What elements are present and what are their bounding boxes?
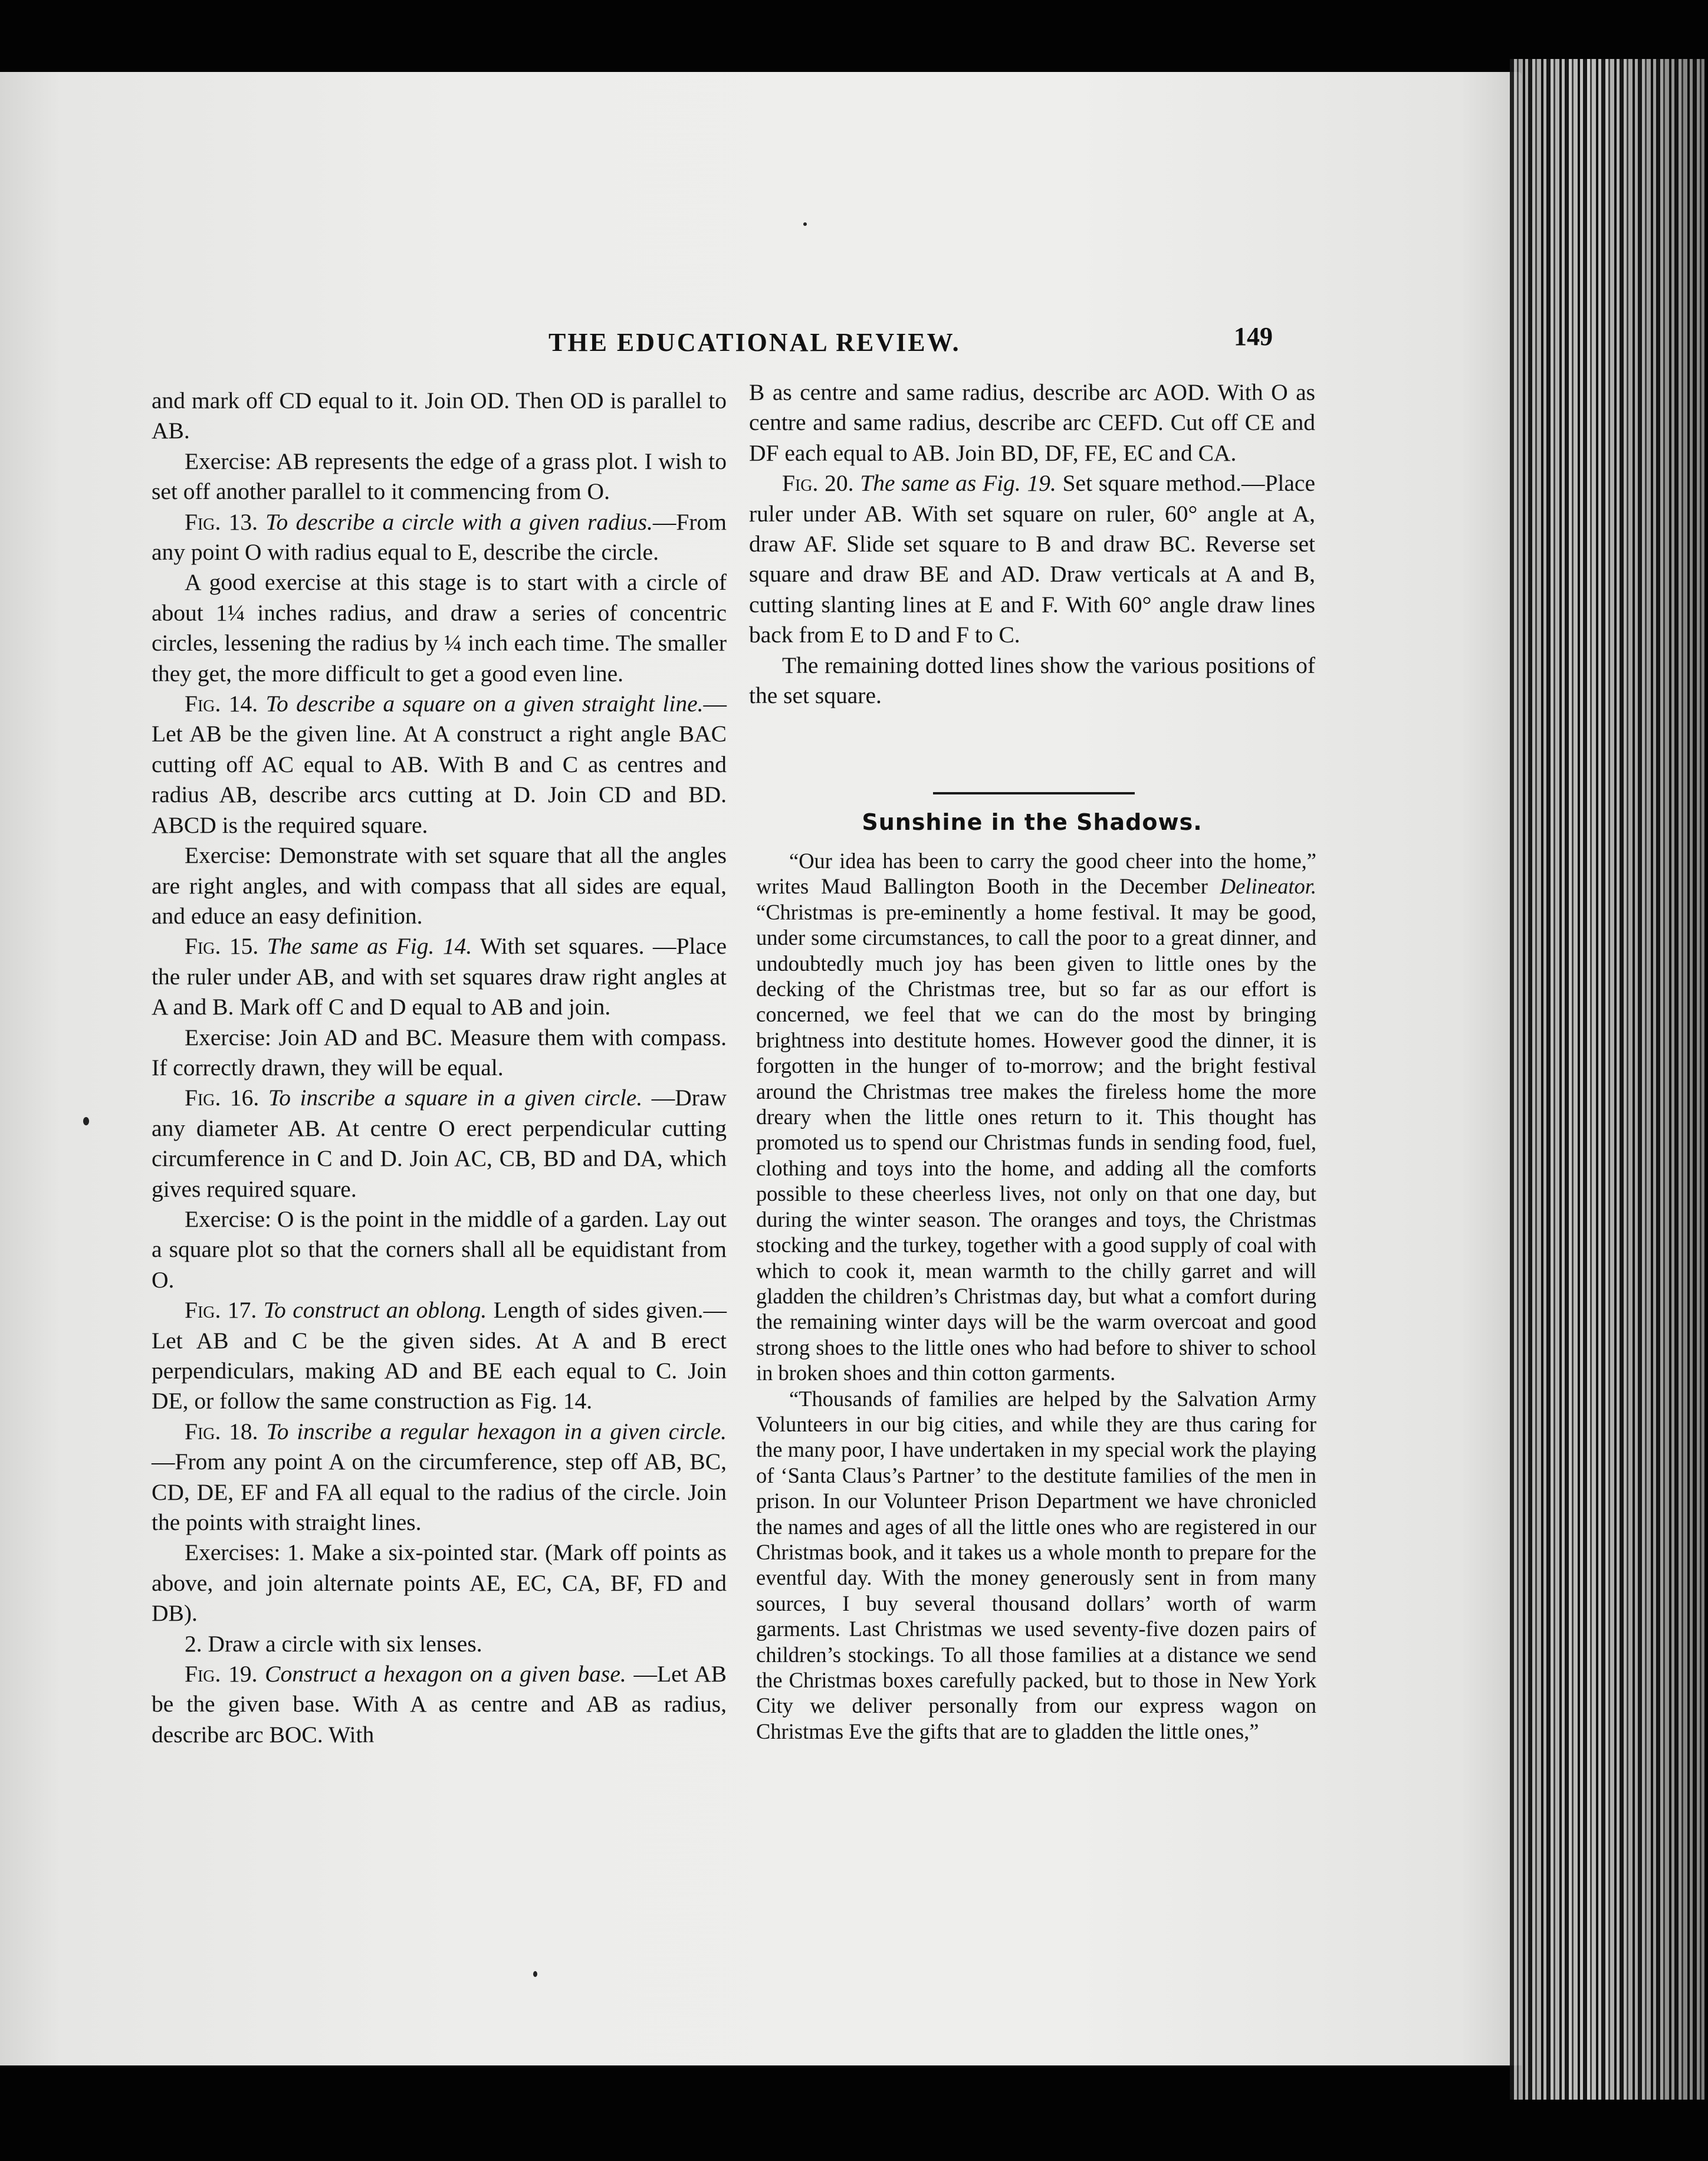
- paragraph: [749, 651, 1315, 711]
- article-title: Sunshine in the Shadows.: [862, 809, 1203, 835]
- section-divider-rule: [933, 792, 1135, 794]
- figure-heading: To inscribe a regular hexagon in a given circle.: [266, 1418, 727, 1444]
- paragraph: [152, 507, 727, 568]
- figure-label: Fig. 14.: [185, 691, 258, 717]
- figure-label: Fig. 18.: [185, 1418, 258, 1444]
- paragraph-text: Exercises: 1. Make a six-pointed star. (Mark off points as above, and join alternate points AE, EC, CA, BF, FD and DB).: [152, 1539, 727, 1627]
- scan-speck: [83, 1117, 89, 1125]
- paragraph: [152, 1629, 727, 1659]
- figure-label: Fig. 13.: [185, 508, 258, 535]
- figure-heading: To describe a square on a given straight line.: [265, 691, 704, 717]
- paragraph-text: —Let AB be the given base. With A as centre and AB as radius, describe arc BOC. With: [152, 1661, 727, 1748]
- paragraph: [152, 1204, 727, 1295]
- paragraph: [152, 840, 727, 931]
- paragraph-text: With set squares. —Place the ruler under AB, and with set squares draw right angles at A and B. Mark off C and D equal to AB and join.: [152, 933, 727, 1020]
- paragraph-text: The remaining dotted lines show the various positions of the set square.: [749, 652, 1315, 709]
- magazine-name: Delineator.: [1220, 874, 1316, 899]
- paragraph-text: 2. Draw a circle with six lenses.: [185, 1630, 482, 1657]
- paragraph: [152, 446, 727, 507]
- figure-heading: The same as Fig. 14.: [267, 933, 472, 960]
- scan-speck: [533, 1971, 537, 1977]
- paragraph: [152, 931, 727, 1022]
- paragraph: [152, 386, 727, 446]
- figure-heading: To inscribe a square in a given circle.: [268, 1085, 643, 1111]
- magazine-page: [0, 72, 1522, 2065]
- scan-speck: [803, 222, 807, 226]
- figure-label: Fig. 17.: [185, 1297, 257, 1323]
- figure-label: Fig. 20.: [782, 470, 854, 497]
- paragraph-text: —From any point O with radius equal to E, describe the circle.: [152, 508, 727, 566]
- paragraph-text: B as centre and same radius, describe arc AOD. With O as centre and same radius, describe arc CEFD. Cut off CE and DF each equal to AB. Join BD, DF, FE, EC and CA.: [749, 379, 1315, 466]
- book-page-edges-shadow: [1510, 59, 1704, 2100]
- figure-label: Fig. 15.: [185, 933, 259, 960]
- article-text: “Christmas is pre-eminently a home festival. It may be good, under some circumstances, to call the poor to a great dinner, and undoubtedly much joy has been given to little ones by the decking of the Christmas tree, but so far as our effort is concerned, we feel that we can do the most by bringing brightness into destitute homes. However good the dinner, it is forgotten in the hunger of to-morrow; and the bright festival around the Christmas tree makes the fireless home the more dreary when the little ones return to it. This thought has promoted us to spend our Christmas funds in sending food, fuel, clothing and toys into the home, and adding all the comforts possible to these cheerless lives, not only on that one day, but during the winter season. The oranges and toys, the Christmas stocking and the turkey, together with a good supply of coal with which to cook it, mean warmth to the chilly garret and will gladden the children’s Christmas day, but what a comfort during the remaining winter days will be the warm overcoat and good strong shoes to the little ones who had before to shiver to school in broken shoes and thin cotton garments.: [756, 899, 1316, 1385]
- figure-heading: To describe a circle with a given radius.: [265, 508, 653, 535]
- paragraph-text: Set square method.—Place ruler under AB. With set square on ruler, 60° angle at A, draw AF. Slide set square to B and draw BC. Reverse set square and draw BE and AD. Draw verticals at A and B, cutting slanting lines at E and F. With 60° angle draw lines back from E to D and F to C.: [749, 470, 1315, 648]
- paragraph-text: Exercise: AB represents the edge of a grass plot. I wish to set off another parallel to it commencing from O.: [152, 448, 727, 505]
- paragraph: [749, 377, 1315, 468]
- figure-label: Fig. 19.: [185, 1661, 258, 1687]
- figure-label: Fig. 16.: [185, 1085, 260, 1111]
- paragraph: [749, 468, 1315, 650]
- paragraph-text: Exercise: Join AD and BC. Measure them with compass. If correctly drawn, they will be equal.: [152, 1024, 727, 1080]
- article-text: “Our idea has been to carry the good cheer into the home,” writes Maud Ballington Booth in the December: [756, 849, 1316, 899]
- page-number: 149: [1234, 322, 1273, 351]
- paragraph: [152, 567, 727, 689]
- right-column-continuation: [749, 377, 1315, 711]
- paragraph: [152, 1417, 727, 1538]
- paragraph-text: Exercise: O is the point in the middle of a garden. Lay out a square plot so that the corners shall all be equidistant from O.: [152, 1206, 727, 1293]
- article-text: “Thousands of families are helped by the Salvation Army Volunteers in our big cities, and while they are thus caring for the many poor, I have undertaken in my special work the playing of ‘Santa Claus’s Partner’ to the destitute families of the men in prison. In our Volunteer Prison Department we have chronicled the names and ages of all the little ones who are registered in our Christmas book, and it takes us a whole month to prepare for the eventful day. With the money generously sent in from many sources, I buy several thousand dollars’ worth of warm garments. Last Christmas we used seventy-five dozen pairs of children’s stockings. To all those families at a distance we send the Christmas boxes carefully packed, but to those in New York City we deliver personally from our express wagon on Christmas Eve the gifts that are to gladden the little ones,”: [756, 1386, 1316, 1743]
- article-paragraph: [756, 1386, 1316, 1745]
- paragraph: [152, 1659, 727, 1750]
- paragraph-text: —From any point A on the circumference, step off AB, BC, CD, DE, EF and FA all equal to the radius of the circle. Join the points with straight lines.: [152, 1449, 727, 1536]
- journal-title: THE EDUCATIONAL REVIEW.: [548, 328, 961, 357]
- running-header: [0, 252, 1522, 357]
- paragraph-text: —Let AB be the given line. At A construct a right angle BAC cutting off AC equal to AB. With B and C as centres and radius AB, describe arcs cutting at D. Join CD and BD. ABCD is the required square.: [152, 691, 727, 838]
- paragraph: [152, 1023, 727, 1083]
- left-column: [152, 386, 727, 1750]
- figure-heading: The same as Fig. 19.: [860, 470, 1056, 497]
- figure-heading: To construct an oblong.: [263, 1297, 487, 1323]
- paragraph-text: Exercise: Demonstrate with set square that all the angles are right angles, and with compass that all sides are equal, and educe an easy definition.: [152, 842, 727, 929]
- paragraph: [152, 689, 727, 840]
- paragraph: [152, 1295, 727, 1417]
- paragraph-text: and mark off CD equal to it. Join OD. Then OD is parallel to AB.: [152, 387, 727, 444]
- figure-heading: Construct a hexagon on a given base.: [265, 1661, 626, 1687]
- paragraph-text: —Draw any diameter AB. At centre O erect perpendicular cutting circumference in C and D. Join AC, CB, BD and DA, which gives required square.: [152, 1085, 727, 1202]
- paragraph-text: A good exercise at this stage is to start with a circle of about 1¼ inches radius, and draw a series of concentric circles, lessening the radius by ¼ inch each time. The smaller they get, the more difficult to get a good even line.: [152, 569, 727, 687]
- paragraph: [152, 1083, 727, 1204]
- article-paragraph: [756, 848, 1316, 1386]
- paragraph-text: Length of sides given.—Let AB and C be the given sides. At A and B erect perpendiculars, making AD and BE each equal to C. Join DE, or follow the same construction as Fig. 14.: [152, 1297, 727, 1414]
- paragraph: [152, 1538, 727, 1628]
- article-body: [756, 848, 1316, 1744]
